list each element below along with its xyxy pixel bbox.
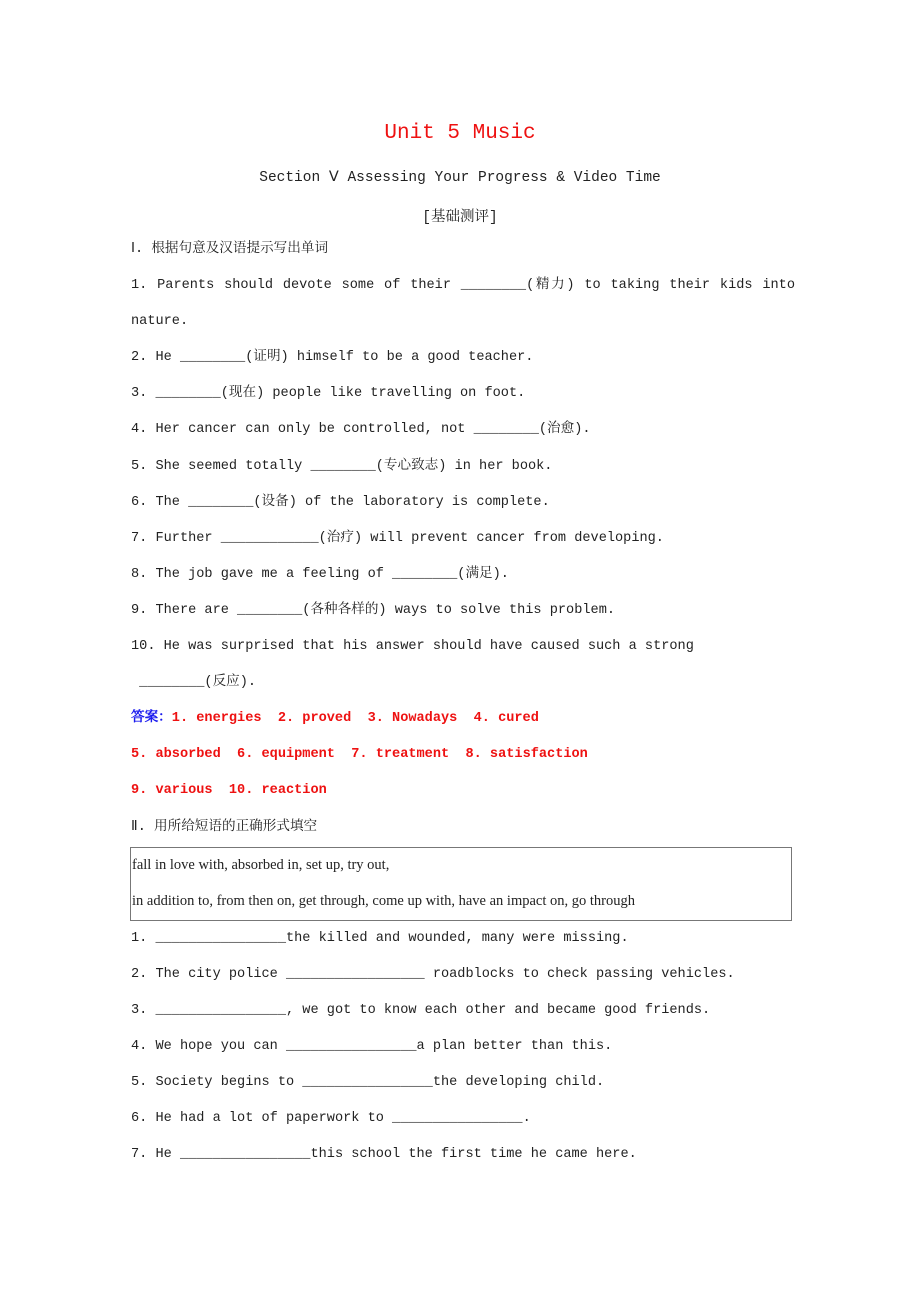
- question: ________(反应).: [131, 675, 257, 691]
- question: 9. There are ________(各种各样的) ways to solve this problem.: [131, 602, 616, 618]
- question: 4. We hope you can ________________a plan better than this.: [131, 1039, 613, 1055]
- part1-heading: Ⅰ. 根据句意及汉语提示写出单词: [131, 242, 329, 257]
- question: nature.: [131, 314, 189, 330]
- answer-label: 答案：: [131, 711, 172, 727]
- answer-line: 5. absorbed 6. equipment 7. treatment 8. satisfaction: [131, 747, 588, 763]
- document-body: [131, 232, 795, 1173]
- document-title: Unit 5 Music: [384, 122, 536, 145]
- section-tag: [基础测评]: [422, 210, 498, 226]
- phrase-box: [130, 847, 792, 921]
- question: 8. The job gave me a feeling of ________(满足).: [131, 566, 509, 582]
- question: 6. The ________(设备) of the laboratory is complete.: [131, 494, 550, 510]
- answer-text: 1. energies 2. proved 3. Nowadays 4. cured: [171, 711, 539, 727]
- question: 2. He ________(证明) himself to be a good teacher.: [131, 350, 534, 366]
- question: 3. ________(现在) people like travelling on foot.: [131, 386, 526, 402]
- phrase-line: in addition to, from then on, get through, come up with, have an impact on, go through: [132, 892, 635, 909]
- question: 2. The city police _________________ roadblocks to check passing vehicles.: [131, 966, 735, 982]
- answer-line: [131, 701, 795, 737]
- part2-heading: Ⅱ. 用所给短语的正确形式填空: [131, 819, 318, 835]
- section-subtitle: Section Ⅴ Assessing Your Progress & Video Time: [259, 170, 661, 186]
- question: 6. He had a lot of paperwork to ________________.: [131, 1111, 531, 1127]
- question: 4. Her cancer can only be controlled, not ________(治愈).: [131, 422, 591, 438]
- question: 7. Further ____________(治疗) will prevent cancer from developing.: [131, 530, 664, 546]
- question: 1. ________________the killed and wounded, many were missing.: [131, 930, 629, 946]
- phrase-line: fall in love with, absorbed in, set up, try out,: [132, 856, 390, 873]
- question: 5. She seemed totally ________(专心致志) in her book.: [131, 458, 553, 474]
- answer-line: 9. various 10. reaction: [131, 783, 327, 799]
- question: 5. Society begins to ________________the developing child.: [131, 1075, 605, 1091]
- question: 1. Parents should devote some of their ________(精力) to taking their kids into: [131, 278, 795, 294]
- question: 10. He was surprised that his answer should have caused such a strong: [131, 639, 694, 655]
- question: 7. He ________________this school the first time he came here.: [131, 1147, 637, 1163]
- question: 3. ________________, we got to know each other and became good friends.: [131, 1002, 711, 1018]
